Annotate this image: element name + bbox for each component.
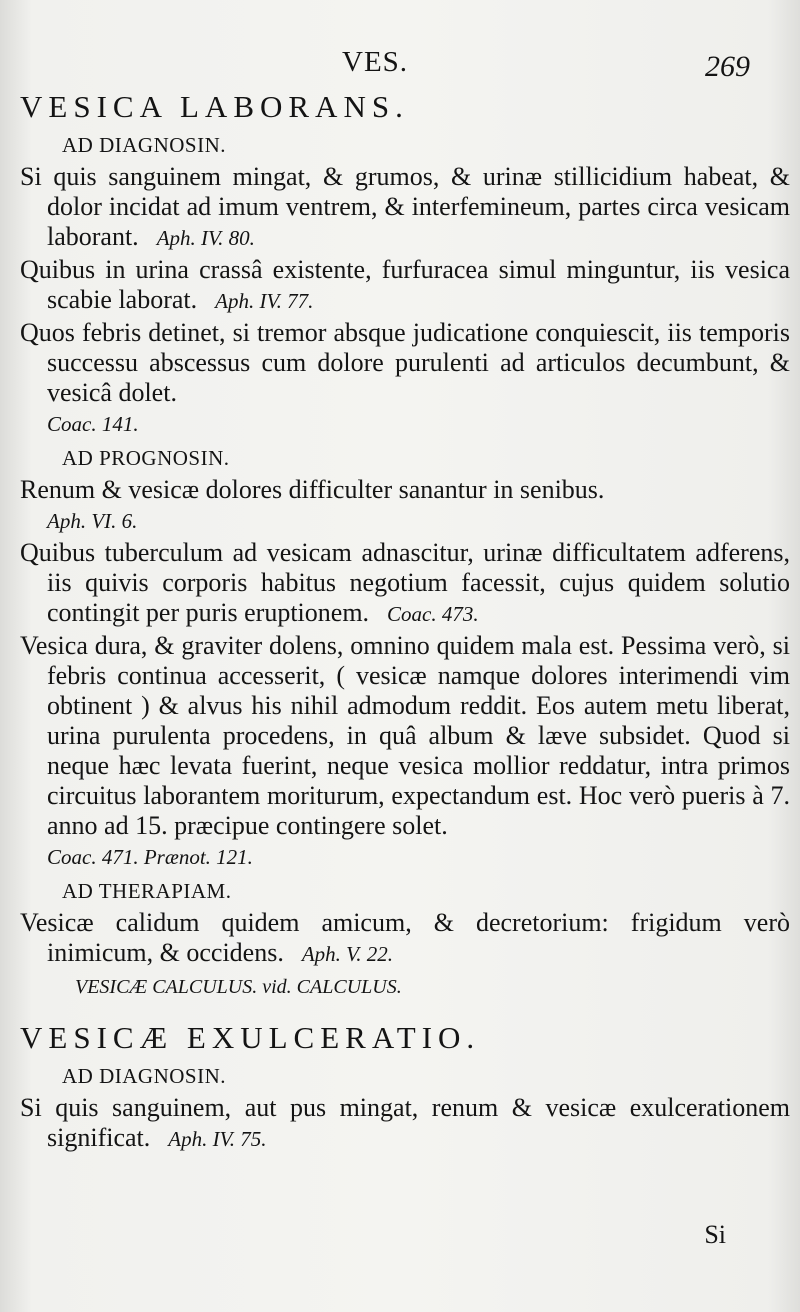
catchword: Si <box>704 1220 726 1249</box>
section-title: VESICÆ EXULCERATIO. <box>20 1020 481 1055</box>
aphorism-entry <box>20 908 790 969</box>
page-content <box>20 86 790 1156</box>
entry-reference: Aph. IV. 80. <box>156 226 255 250</box>
entry-text: Vesica dura, & graviter dolens, omnino quidem mala est. Pessima verò, si febris continua accesserit, ( vesicæ namque dolores interimendi vim obtinent ) & alvus his nihil admodum reddit. Eos autem metu liberat, urina purulenta procedens, in quâ album & læve subsidet. Quod si neque hæc levata fuerint, neque vesica mollior reddatur, intra primos circuitus laborantem moriturum, expectandum est. Hoc verò pueris à 7. anno ad 15. præcipue contingere solet. <box>20 631 790 840</box>
entry-text: Si quis sanguinem mingat, & grumos, & urinæ stillicidium habeat, & dolor incidat ad imum ventrem, & interfemineum, partes circa vesicam laborant. <box>20 162 790 251</box>
aphorism-entry <box>20 631 790 872</box>
running-head: VES. <box>342 46 409 78</box>
entry-text: Si quis sanguinem, aut pus mingat, renum & vesicæ exulcerationem significat. <box>20 1093 790 1152</box>
aphorism-entry <box>20 162 790 253</box>
aphorism-entry <box>20 475 790 536</box>
aphorism-entry <box>20 538 790 629</box>
aphorism-entry <box>20 1093 790 1154</box>
subsection-heading: AD THERAPIAM. <box>62 879 232 903</box>
subsection-heading: AD DIAGNOSIN. <box>62 1064 226 1088</box>
entry-text: Quibus in urina crassâ existente, furfuracea simul minguntur, iis vesica scabie laborat. <box>20 255 790 314</box>
entry-text: Vesicæ calidum quidem amicum, & decretorium: frigidum verò inimicum, & occidens. <box>20 908 790 967</box>
entry-text: Renum & vesicæ dolores difficulter sanantur in senibus. <box>20 475 605 504</box>
section-title: VESICA LABORANS. <box>20 89 409 124</box>
entry-reference: Aph. VI. 6. <box>47 509 138 533</box>
cross-reference: VESICÆ CALCULUS. vid. CALCULUS. <box>75 976 402 998</box>
aphorism-entry <box>20 318 790 439</box>
entry-reference: Coac. 471. Prænot. 121. <box>47 845 253 869</box>
subsection-heading: AD PROGNOSIN. <box>62 446 230 470</box>
entry-reference: Aph. IV. 75. <box>168 1127 267 1151</box>
page-header <box>0 40 800 90</box>
aphorism-entry <box>20 255 790 316</box>
entry-reference: Coac. 141. <box>47 412 139 436</box>
page-number: 269 <box>705 50 750 83</box>
entry-reference: Aph. IV. 77. <box>215 289 314 313</box>
entry-text: Quos febris detinet, si tremor absque judicatione conquiescit, iis temporis successu abscessus cum dolore purulenti ad articulos decumbunt, & vesicâ dolet. <box>20 318 790 407</box>
entry-reference: Coac. 473. <box>387 602 479 626</box>
entry-text: Quibus tuberculum ad vesicam adnascitur, urinæ difficultatem adferens, iis quivis corporis habitus negotium facessit, cujus quidem solutio contingit per puris eruptionem. <box>20 538 790 627</box>
subsection-heading: AD DIAGNOSIN. <box>62 133 226 157</box>
entry-reference: Aph. V. 22. <box>301 942 394 966</box>
